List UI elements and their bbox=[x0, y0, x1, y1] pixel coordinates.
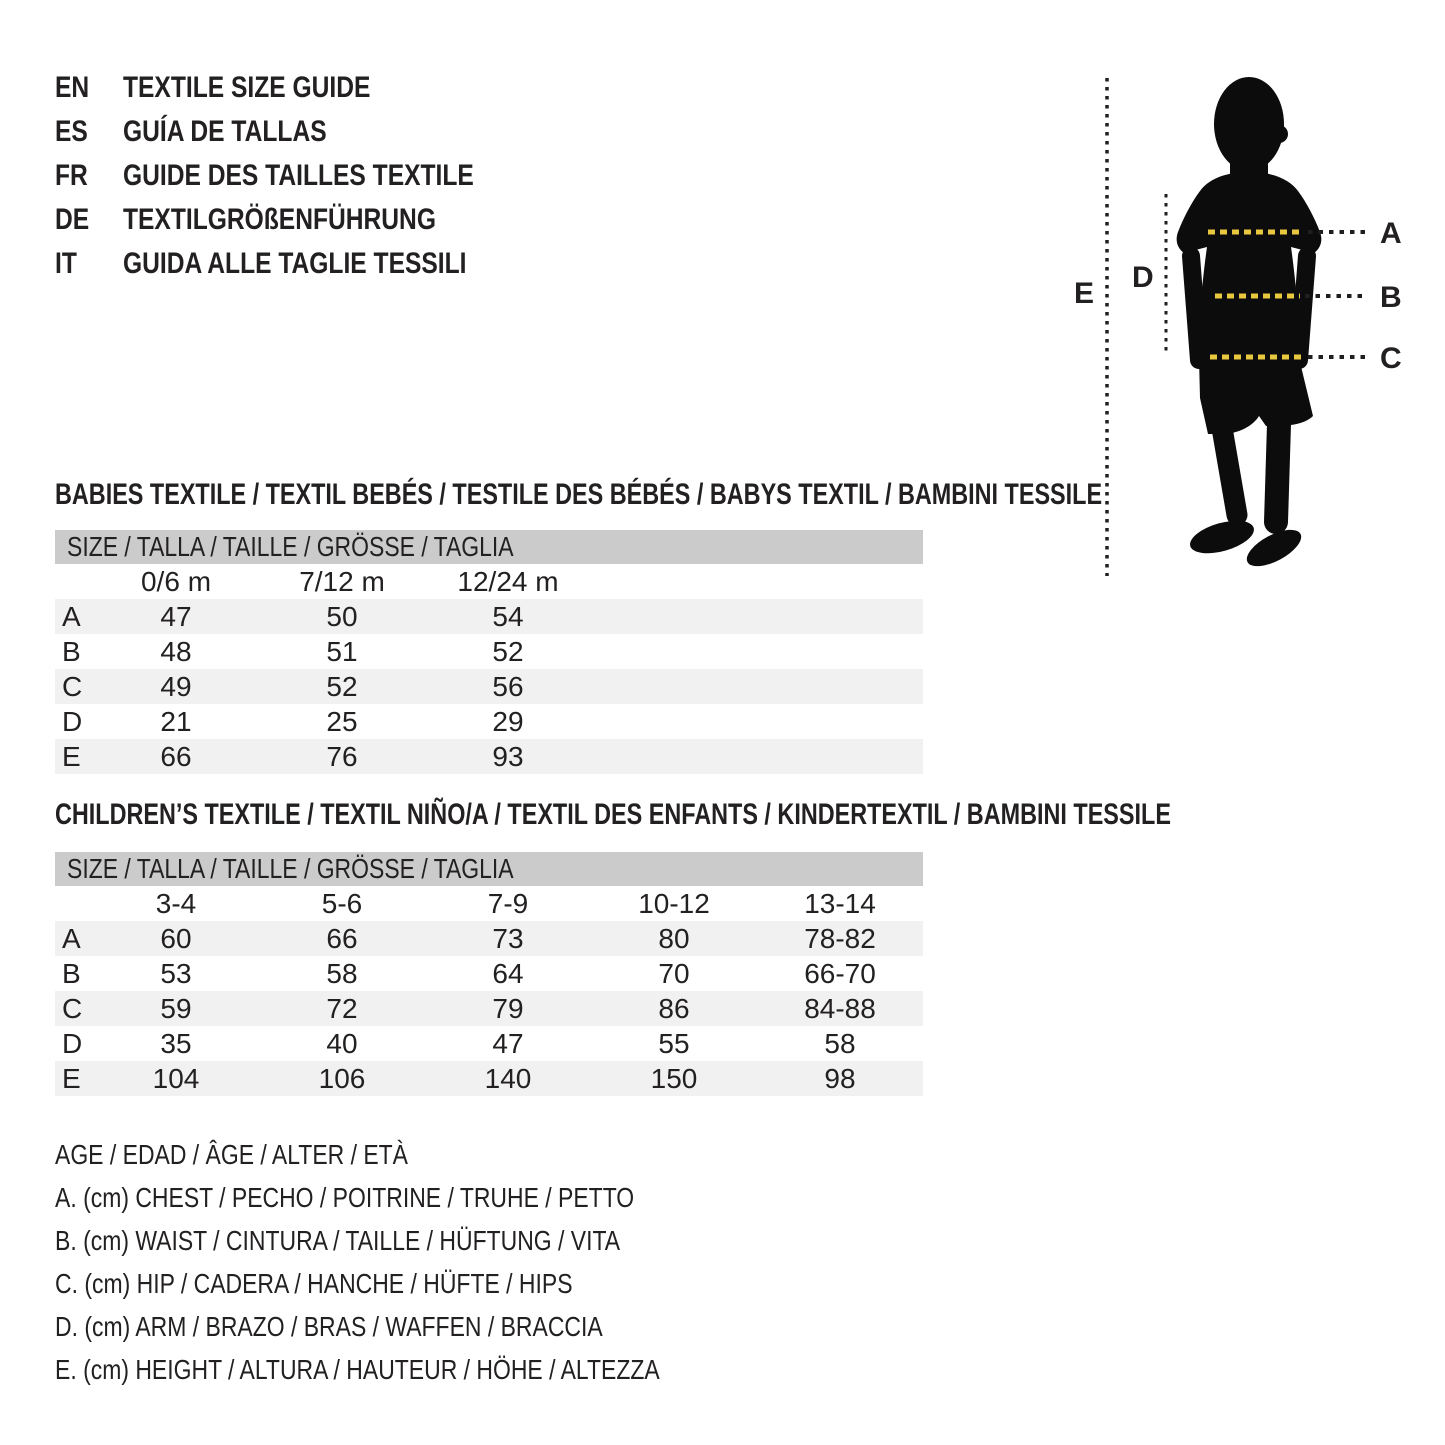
silhouette-left-foot bbox=[1186, 514, 1257, 559]
cell: 53 bbox=[160, 957, 192, 989]
legend-waist-text: B. (cm) WAIST / CINTURA / TAILLE / HÜFTUNG / VITA bbox=[55, 1225, 621, 1256]
cell: 51 bbox=[326, 635, 358, 667]
babies-table-header-text: SIZE / TALLA / TAILLE / GRÖSSE / TAGLIA bbox=[67, 531, 514, 562]
cell: 66-70 bbox=[804, 957, 876, 989]
cell: 140 bbox=[484, 1062, 532, 1094]
language-title-block bbox=[55, 66, 551, 286]
measurement-legend bbox=[55, 1133, 792, 1391]
table-row bbox=[55, 1061, 923, 1096]
children-col-1: 5-6 bbox=[321, 887, 363, 919]
table-row bbox=[55, 634, 923, 669]
babies-col-2: 12/24 m bbox=[457, 565, 559, 597]
children-col-0: 3-4 bbox=[155, 887, 197, 919]
lang-title-de: TEXTILGRÖßENFÜHRUNG bbox=[123, 203, 436, 236]
cell: 72 bbox=[326, 992, 358, 1024]
cell: 40 bbox=[326, 1027, 358, 1059]
lang-code-en: EN bbox=[55, 71, 90, 104]
babies-size-table bbox=[55, 530, 923, 774]
cell: 47 bbox=[160, 600, 192, 632]
cell: 76 bbox=[326, 740, 358, 772]
cell: 93 bbox=[492, 740, 524, 772]
lang-row-en bbox=[55, 66, 551, 110]
lang-row-de bbox=[55, 198, 551, 242]
table-row bbox=[55, 739, 923, 774]
measurement-figure bbox=[1050, 60, 1445, 590]
lang-code-it: IT bbox=[55, 247, 77, 280]
cell: 73 bbox=[492, 922, 524, 954]
lang-row-es bbox=[55, 110, 551, 154]
cell: 58 bbox=[326, 957, 358, 989]
cell: 21 bbox=[160, 705, 192, 737]
babies-col-1: 7/12 m bbox=[299, 565, 385, 597]
cell: 58 bbox=[824, 1027, 856, 1059]
row-label: B bbox=[62, 635, 81, 667]
cell: 49 bbox=[160, 670, 192, 702]
legend-hip-text: C. (cm) HIP / CADERA / HANCHE / HÜFTE / HIPS bbox=[55, 1268, 573, 1299]
cell: 64 bbox=[492, 957, 524, 989]
cell: 70 bbox=[658, 957, 690, 989]
babies-col-0: 0/6 m bbox=[140, 565, 212, 597]
cell: 35 bbox=[160, 1027, 192, 1059]
cell: 52 bbox=[492, 635, 524, 667]
row-label: A bbox=[62, 600, 81, 632]
children-col-4: 13-14 bbox=[804, 887, 876, 919]
lang-code-fr: FR bbox=[55, 159, 88, 192]
children-section-title bbox=[55, 800, 1445, 830]
legend-item-chest bbox=[55, 1176, 792, 1219]
cell: 78-82 bbox=[804, 922, 876, 954]
row-label: C bbox=[62, 992, 83, 1024]
row-label: C bbox=[62, 670, 83, 702]
cell: 50 bbox=[326, 600, 358, 632]
table-row bbox=[55, 669, 923, 704]
table-row bbox=[55, 1026, 923, 1061]
cell: 86 bbox=[658, 992, 690, 1024]
row-label: E bbox=[62, 740, 81, 772]
children-col-2: 7-9 bbox=[487, 887, 529, 919]
label-c: C bbox=[1380, 342, 1402, 375]
babies-section-title bbox=[55, 480, 1397, 510]
children-section-title-text: CHILDREN’S TEXTILE / TEXTIL NIÑO/A / TEXTIL DES ENFANTS / KINDERTEXTIL / BAMBINI TESSILE bbox=[55, 798, 1171, 831]
children-table-header-text: SIZE / TALLA / TAILLE / GRÖSSE / TAGLIA bbox=[67, 853, 514, 884]
table-row bbox=[55, 704, 923, 739]
lang-title-fr: GUIDE DES TAILLES TEXTILE bbox=[123, 159, 474, 192]
label-d: D bbox=[1132, 261, 1154, 294]
legend-item-arm bbox=[55, 1305, 792, 1348]
cell: 25 bbox=[326, 705, 358, 737]
cell: 48 bbox=[160, 635, 192, 667]
lang-code-es: ES bbox=[55, 115, 88, 148]
cell: 59 bbox=[160, 992, 192, 1024]
children-size-table bbox=[55, 852, 923, 1096]
children-col-3: 10-12 bbox=[638, 887, 710, 919]
table-row bbox=[55, 956, 923, 991]
legend-chest-text: A. (cm) CHEST / PECHO / POITRINE / TRUHE / PETTO bbox=[55, 1182, 635, 1213]
cell: 104 bbox=[152, 1062, 200, 1094]
silhouette-left-arm bbox=[1191, 256, 1199, 360]
legend-arm-text: D. (cm) ARM / BRAZO / BRAS / WAFFEN / BRACCIA bbox=[55, 1311, 603, 1342]
cell: 55 bbox=[658, 1027, 690, 1059]
legend-item-hip bbox=[55, 1262, 792, 1305]
silhouette-nose bbox=[1270, 125, 1288, 143]
lang-title-es: GUÍA DE TALLAS bbox=[123, 115, 327, 148]
legend-age-text: AGE / EDAD / ÂGE / ALTER / ETÀ bbox=[55, 1139, 409, 1170]
silhouette-right-arm bbox=[1299, 256, 1307, 360]
lang-row-it bbox=[55, 242, 551, 286]
lang-code-de: DE bbox=[55, 203, 90, 236]
cell: 79 bbox=[492, 992, 524, 1024]
cell: 47 bbox=[492, 1027, 524, 1059]
cell: 56 bbox=[492, 670, 524, 702]
cell: 60 bbox=[160, 922, 192, 954]
cell: 84-88 bbox=[804, 992, 876, 1024]
row-label: D bbox=[62, 705, 83, 737]
label-b: B bbox=[1380, 281, 1402, 314]
cell: 54 bbox=[492, 600, 524, 632]
cell: 106 bbox=[318, 1062, 366, 1094]
cell: 80 bbox=[658, 922, 690, 954]
child-silhouette-diagram bbox=[1050, 60, 1445, 590]
children-column-header-row bbox=[55, 886, 923, 921]
label-e: E bbox=[1074, 277, 1095, 310]
babies-section-title-text: BABIES TEXTILE / TEXTIL BEBÉS / TESTILE DES BÉBÉS / BABYS TEXTIL / BAMBINI TESSILE bbox=[55, 478, 1103, 511]
cell: 29 bbox=[492, 705, 524, 737]
cell: 52 bbox=[326, 670, 358, 702]
legend-item-waist bbox=[55, 1219, 792, 1262]
cell: 150 bbox=[650, 1062, 698, 1094]
table-row bbox=[55, 921, 923, 956]
table-row bbox=[55, 991, 923, 1026]
cell: 66 bbox=[326, 922, 358, 954]
cell: 66 bbox=[160, 740, 192, 772]
row-label: A bbox=[62, 922, 81, 954]
row-label: E bbox=[62, 1062, 81, 1094]
row-label: D bbox=[62, 1027, 83, 1059]
legend-age-line bbox=[55, 1133, 792, 1176]
babies-column-header-row bbox=[55, 564, 923, 599]
cell: 98 bbox=[824, 1062, 856, 1094]
children-table-header-bar bbox=[55, 852, 923, 886]
label-a: A bbox=[1380, 217, 1402, 250]
lang-title-en: TEXTILE SIZE GUIDE bbox=[123, 71, 371, 104]
lang-title-it: GUIDA ALLE TAGLIE TESSILI bbox=[123, 247, 467, 280]
lang-row-fr bbox=[55, 154, 551, 198]
table-row bbox=[55, 599, 923, 634]
babies-table-header-bar bbox=[55, 530, 923, 564]
legend-item-height bbox=[55, 1348, 792, 1391]
legend-height-text: E. (cm) HEIGHT / ALTURA / HAUTEUR / HÖHE / ALTEZZA bbox=[55, 1354, 660, 1385]
row-label: B bbox=[62, 957, 81, 989]
